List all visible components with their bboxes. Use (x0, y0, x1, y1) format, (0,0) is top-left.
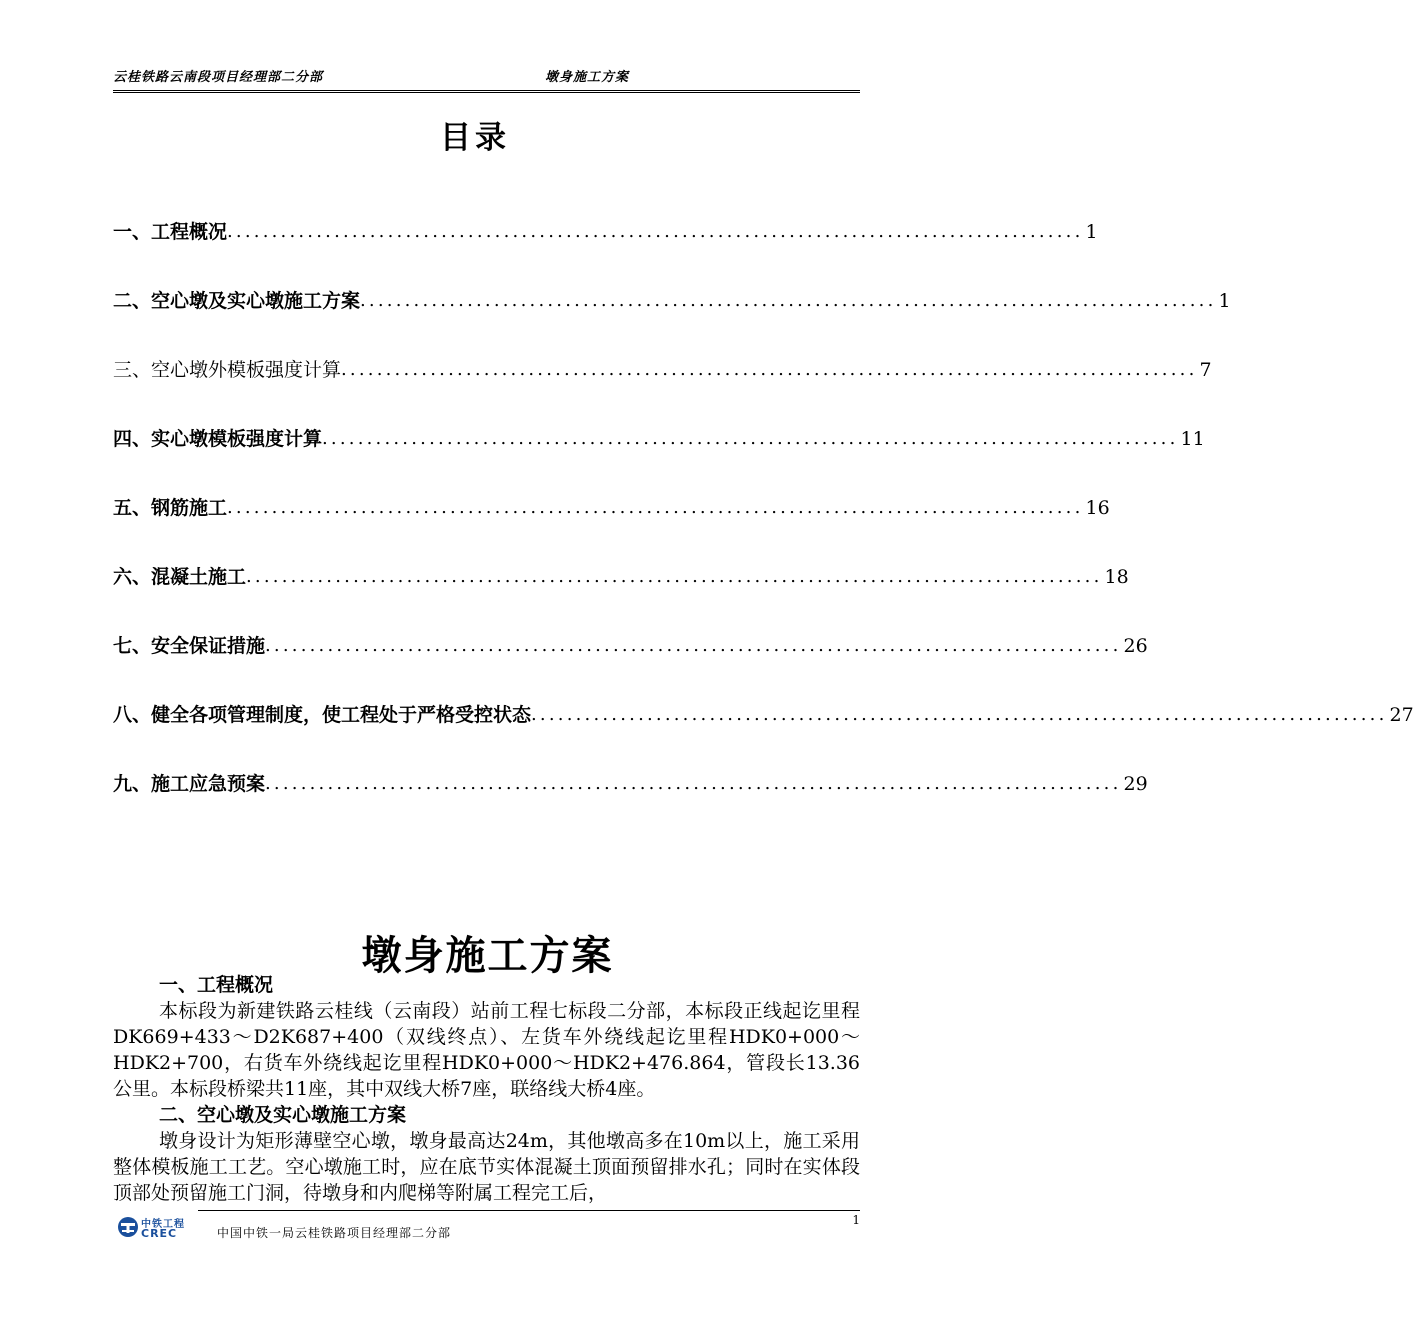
toc-leader-dots: ................................................................................................ (265, 635, 1122, 656)
toc-leader-dots: ................................................................................................ (322, 428, 1179, 449)
section-heading: 二、空心墩及实心墩施工方案 (159, 1104, 407, 1126)
section-heading: 一、工程概况 (159, 974, 274, 996)
toc-leader-dots: ................................................................................................ (227, 497, 1084, 518)
toc-entry[interactable] (113, 494, 1110, 563)
table-of-contents (113, 218, 1414, 839)
toc-entry-label: 二、空心墩及实心墩施工方案 (113, 290, 361, 312)
toc-leader-dots: ................................................................................................ (531, 704, 1388, 725)
toc-leader-dots: ................................................................................................ (227, 221, 1084, 242)
document-title: 墩身施工方案 (361, 933, 614, 979)
toc-entry-page: 29 (1123, 773, 1148, 795)
footer-org: 中国中铁一局云桂铁路项目经理部二分部 (217, 1226, 452, 1240)
toc-entry-label: 九、施工应急预案 (113, 773, 266, 795)
toc-entry[interactable] (113, 770, 1148, 839)
toc-entry-label: 四、实心墩模板强度计算 (113, 428, 323, 450)
section-paragraph: 本标段为新建铁路云桂线（云南段）站前工程七标段二分部，本标段正线起讫里程DK669+433～D2K687+400（双线终点）、左货车外绕线起讫里程HDK0+000～HDK2+700，右货车外绕线起讫里程HDK0+000～HDK2+476.864，管段长13.36公里。本标段桥梁共11座，其中双线大桥7座，联络线大桥4座。 (113, 1000, 860, 1100)
toc-entry[interactable] (113, 632, 1148, 701)
toc-entry-label: 三、空心墩外模板强度计算 (113, 359, 342, 381)
toc-entry-page: 26 (1123, 635, 1148, 657)
toc-entry[interactable] (113, 287, 1231, 356)
section-paragraph: 墩身设计为矩形薄壁空心墩，墩身最高达24m，其他墩高多在10m以上，施工采用整体模板施工工艺。空心墩施工时，应在底节实体混凝土顶面预留排水孔；同时在实体段顶部处预留施工门洞，待墩身和内爬梯等附属工程完工后， (113, 1130, 860, 1204)
toc-entry[interactable] (113, 218, 1098, 287)
toc-entry-label: 六、混凝土施工 (113, 566, 247, 588)
page-footer (113, 1210, 860, 1250)
page-header (113, 64, 860, 93)
toc-entry-page: 16 (1085, 497, 1110, 519)
logo-text-en: CREC (141, 1227, 178, 1240)
toc-entry-page: 18 (1104, 566, 1129, 588)
toc-entry-page: 11 (1180, 428, 1205, 450)
toc-leader-dots: ................................................................................................ (360, 290, 1217, 311)
header-doc-title: 墩身施工方案 (545, 70, 630, 85)
crec-logo (117, 1214, 197, 1240)
toc-entry-label: 七、安全保证措施 (113, 635, 266, 657)
document-body (113, 972, 860, 1206)
toc-entry-page: 7 (1199, 359, 1212, 381)
toc-leader-dots: ................................................................................................ (341, 359, 1198, 380)
toc-leader-dots: ................................................................................................ (265, 773, 1122, 794)
crec-logo-icon (117, 1216, 139, 1238)
header-org: 云桂铁路云南段项目经理部二分部 (113, 70, 324, 85)
toc-entry[interactable] (113, 701, 1414, 770)
toc-entry-label: 五、钢筋施工 (113, 497, 228, 519)
toc-entry-page: 1 (1085, 221, 1098, 243)
toc-entry-page: 1 (1218, 290, 1231, 312)
toc-entry-label: 八、健全各项管理制度，使工程处于严格受控状态 (113, 704, 532, 726)
footer-divider (198, 1210, 860, 1211)
toc-title: 目录 (440, 120, 510, 156)
toc-entry[interactable] (113, 563, 1129, 632)
toc-entry[interactable] (113, 356, 1212, 425)
toc-entry-label: 一、工程概况 (113, 221, 228, 243)
toc-entry-page: 27 (1389, 704, 1414, 726)
toc-entry[interactable] (113, 425, 1205, 494)
page-number: 1 (852, 1213, 860, 1227)
toc-leader-dots: ................................................................................................ (246, 566, 1103, 587)
logo-text-cn: 中铁工程 (141, 1219, 185, 1230)
